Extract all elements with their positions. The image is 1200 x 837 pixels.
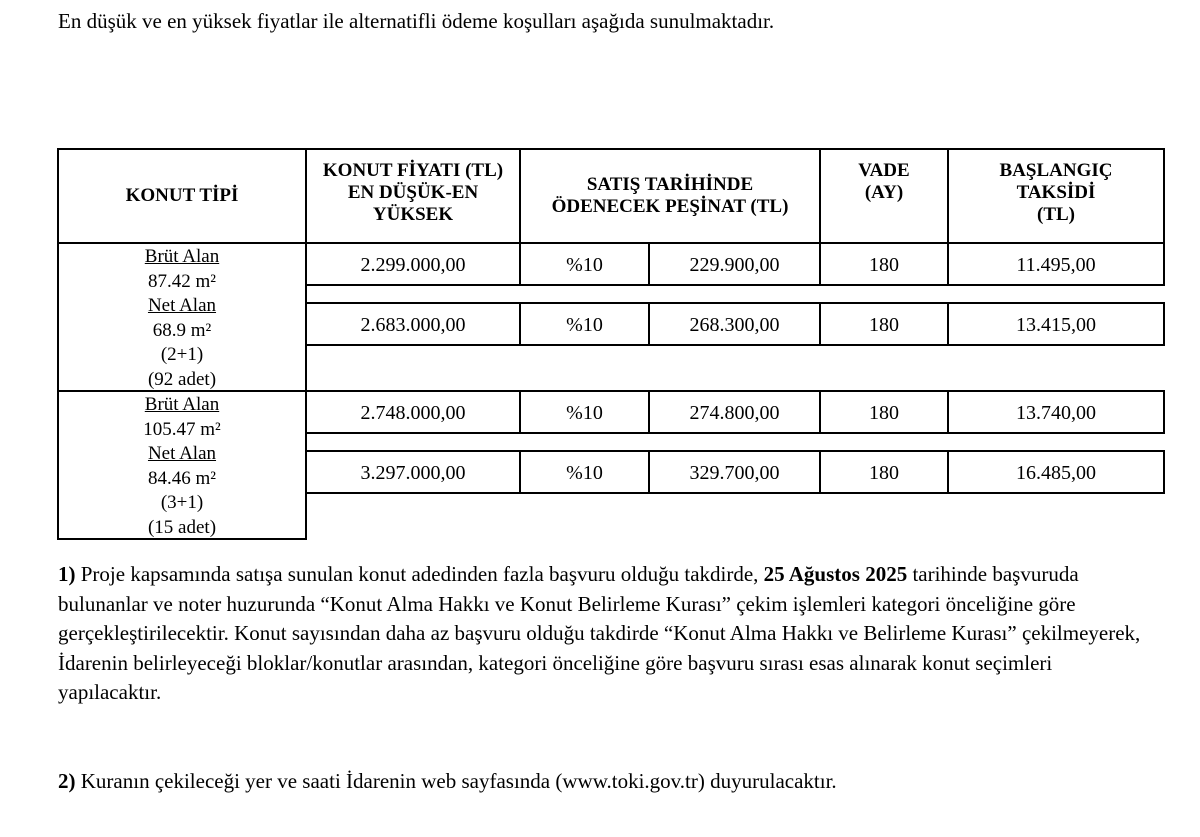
konut-tipi-3plus1: Brüt Alan 105.47 m² Net Alan 84.46 m² (3+1) (15 adet) [143,394,221,538]
note-2-number: 2) [58,769,76,793]
row-down-payment: 268.300,00 [689,313,780,336]
note-1-text-a: Proje kapsamında satışa sunulan konut adedinden fazla başvuru olduğu takdirde, [75,562,764,586]
header-vade: VADE (AY) [858,160,910,203]
header-konut-fiyati: KONUT FİYATI (TL) EN DÜŞÜK-EN YÜKSEK [322,160,504,225]
row-term: 180 [869,313,899,336]
row-installment: 13.415,00 [1016,313,1096,336]
note-1-text-b: tarihinde başvuruda bulunanlar ve noter huzurunda “Konut Alma Hakkı ve Konut Belirleme Kurası” çekim işlemleri kategori önceliğine göre gerçekleştirilecektir. Konut sayısından daha az başvuru olduğu takdirde “Konut Alma Hakkı ve Belirleme Kurası” çekilmeyerek, İdarenin belirleyeceği bloklar/konutlar arasından, kategori önceliğine göre başvuru sırası esas alınarak konut seçimleri yapılacaktır. [58,562,1141,704]
row-price: 2.299.000,00 [360,253,466,276]
row-percent: %10 [566,401,603,424]
row-installment: 13.740,00 [1016,401,1096,424]
row-installment: 16.485,00 [1016,461,1096,484]
intro-text: En düşük ve en yüksek fiyatlar ile alternatifli ödeme koşulları aşağıda sunulmaktadır. [58,9,775,33]
row-percent: %10 [566,461,603,484]
row-term: 180 [869,401,899,424]
note-2 [58,767,1158,797]
note-1-number: 1) [58,562,76,586]
row-down-payment: 329.700,00 [689,461,780,484]
row-installment: 11.495,00 [1016,253,1096,276]
note-2-text: Kuranın çekileceği yer ve saati İdarenin web sayfasında (www.toki.gov.tr) duyurulacaktır. [75,769,837,793]
header-baslangic-taksidi: BAŞLANGIÇ TAKSİDİ (TL) [999,160,1113,225]
note-1 [58,560,1158,708]
row-term: 180 [869,461,899,484]
row-percent: %10 [566,253,603,276]
row-down-payment: 274.800,00 [689,401,780,424]
row-term: 180 [869,253,899,276]
header-pesinat: SATIŞ TARİHİNDE ÖDENECEK PEŞİNAT (TL) [551,174,789,217]
row-down-payment: 229.900,00 [689,253,780,276]
row-percent: %10 [566,313,603,336]
row-price: 2.683.000,00 [360,313,466,336]
row-price: 3.297.000,00 [360,461,466,484]
note-1-date: 25 Ağustos 2025 [763,562,908,586]
row-price: 2.748.000,00 [360,401,466,424]
konut-tipi-2plus1: Brüt Alan 87.42 m² Net Alan 68.9 m² (2+1) (92 adet) [144,246,220,390]
header-konut-tipi: KONUT TİPİ [125,185,239,206]
